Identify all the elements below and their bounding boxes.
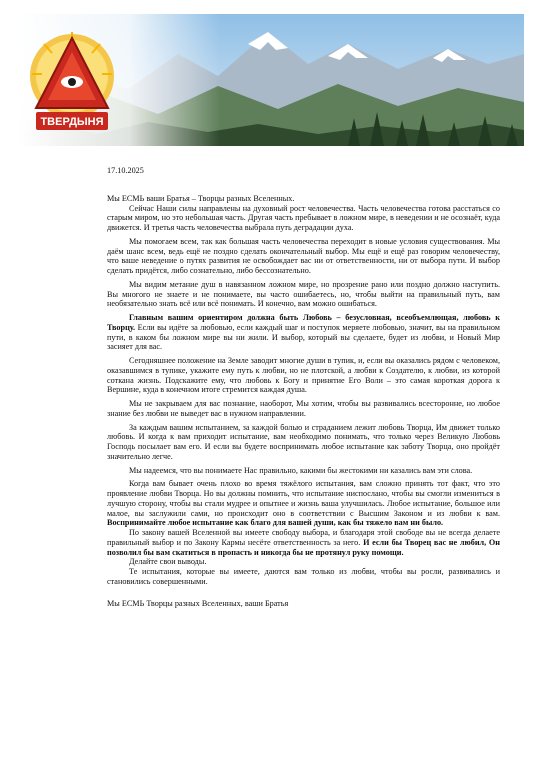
- signature: Мы ЕСМЬ Творцы разных Вселенных, ваши Братья: [107, 598, 289, 608]
- paragraph: Мы видим метание душ в навязанном ложном мире, но прозрение рано или поздно должно наступить. Вы многого не знаете и не понимаете, вы часто ошибаетесь, но, чтобы выйти на правильный путь, вам необязательно знать всё или всё понимать. И конечно, вам можно ошибаться.: [107, 279, 500, 309]
- paragraph: Мы надеемся, что вы понимаете Нас правильно, какими бы жестокими ни казались вам эти слова.: [129, 465, 473, 475]
- message-document: [107, 166, 500, 608]
- tverdynya-logo: [24, 26, 120, 138]
- free-will-text: По закону вашей Вселенной вы имеете свободу выбора, и благодаря этой свободе вы не всегда делаете правильный выбор и по Закону Кармы несёте ответственность за него.: [107, 528, 500, 547]
- paragraph-final: Те испытания, которые вы имеете, даются вам только из любви, чтобы вы росли, развивались и становились совершенными.: [107, 567, 500, 586]
- svg-text:ТВЕРДЫНЯ: ТВЕРДЫНЯ: [40, 116, 104, 128]
- trial-bold-text: Воспринимайте любое испытание как благо для вашей души, как бы тяжело вам ни было.: [107, 518, 444, 528]
- conclusion: Делайте свои выводы.: [129, 557, 207, 567]
- header-banner: [18, 14, 524, 146]
- love-bold-text: Главным вашим ориентиром должна быть Любовь – безусловная, всеобъемлющая, любовь к Творцу.: [107, 313, 500, 332]
- trial-text: Когда вам бывает очень плохо во время тяжёлого испытания, вам сложно принять тот факт, что это проявление любви Творца. Но вы должны помнить, что испытание ниспослано, чтобы вы смогли измениться в лучшую сторону, чтобы вы стали мудрее и опытнее и жизнь ваша улучшилась. Любое испытание, большое или малое, вы заслужили сами, но происходит оно в соответствии с Высшим Законом и из любви к вам.: [107, 479, 500, 518]
- free-will-bold-text: И если бы Творец вас не любил, Он позволил бы вам скатиться в пропасть и никогда бы не протянул руку помощи.: [107, 537, 501, 557]
- paragraph-free-will: [107, 528, 500, 557]
- greeting: Мы ЕСМЬ ваши Братья – Творцы разных Вселенных.: [107, 193, 295, 203]
- date: 17.10.2025: [107, 166, 144, 175]
- paragraph: Сейчас Наши силы направлены на духовный рост человечества. Часть человечества готова расстаться со старым миром, но это небольшая часть. Другая часть пребывает в ложном мире, в неведении и не осознаёт, куда движется. И третья часть человечества выбрала путь деградации духа.: [107, 203, 500, 232]
- paragraph-trial: [107, 479, 500, 528]
- paragraph-love: [107, 313, 500, 352]
- love-rest-text: Если вы идёте за любовью, если каждый шаг и поступок меряете любовью, значит, вы на правильном пути, в каком бы ложном мире вы ни жили. И выбор, который вы сделаете, будет из любви, и Новый Мир засияет для вас.: [107, 322, 500, 352]
- paragraph: Мы помогаем всем, так как большая часть человечества переходит в новые условия существования. Мы даём шанс всем, ведь ещё не поздно сделать окончательный выбор. Мы ещё и ещё раз говорим человечеству, что ваше неведение о путях развития не освобождает вас ни от ответственности, ни от выбора пути. И выбор сделать придётся, либо сознательно, либо бессознательно.: [107, 236, 500, 275]
- paragraph: Мы не закрываем для вас познание, наоборот, Мы хотим, чтобы вы развивались всесторонне, но любое знание без любви не выведет вас в нужном направлении.: [107, 399, 500, 418]
- paragraph: За каждым вашим испытанием, за каждой болью и страданием лежит любовь Творца, Им движет только любовь. И когда к вам приходит испытание, вам необходимо понимать, что только через Великую Любовь Господь посылает вам его. И если вы будете воспринимать любое испытание как заботу Творца, оно пройдёт значительно легче.: [107, 422, 500, 461]
- paragraph: Сегодняшнее положение на Земле заводит многие души в тупик, и, если вы оказались рядом с человеком, оказавшимся в тупике, укажите ему путь к любви, но не плотской, а любви к Создателю, к любви, из которой соткана жизнь. Подскажите ему, что любовь к Богу и принятие Его Воли – это самая короткая дорога к Вершине, куда в конечном итоге стремится каждая душа.: [107, 356, 500, 395]
